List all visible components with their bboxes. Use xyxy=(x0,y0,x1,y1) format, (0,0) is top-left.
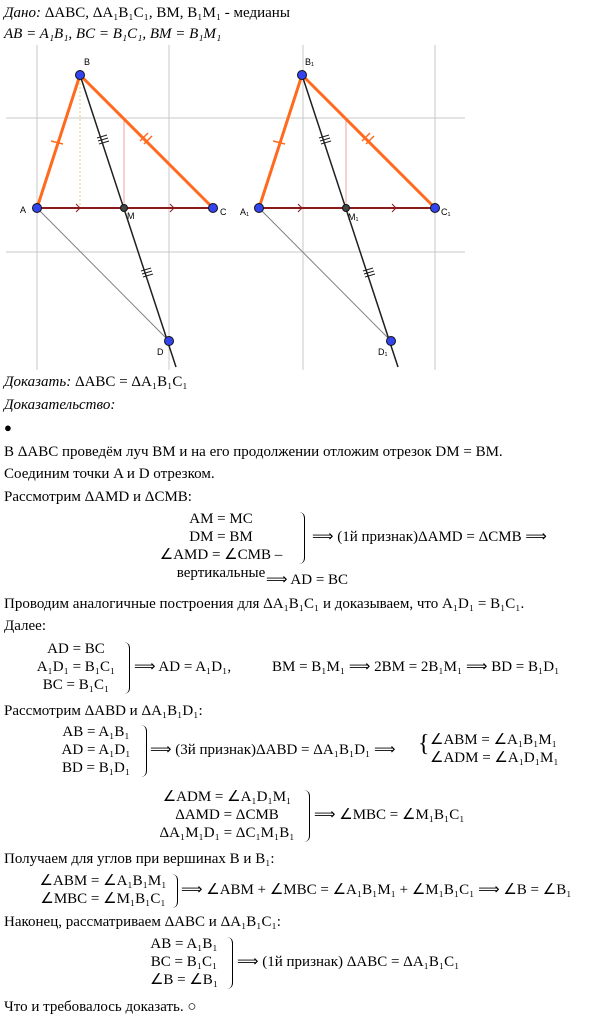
system-2-eq-3: BC = B₁C₁ xyxy=(42,677,110,693)
system-2-eq-1: AD = BC xyxy=(47,641,105,657)
label-b1: B₁ xyxy=(305,57,315,67)
system-3 xyxy=(50,723,142,777)
open-brace-3: { xyxy=(418,731,430,757)
system-2 xyxy=(28,640,124,694)
system-4-eq-3: ΔA₁M₁D₁ = ΔC₁M₁B₁ xyxy=(159,825,295,841)
given-line-1 xyxy=(4,4,290,22)
label-c: C xyxy=(220,207,227,217)
side-ab xyxy=(37,75,80,208)
brace-5 xyxy=(171,874,178,908)
brace-4 xyxy=(303,790,310,842)
given-label: Дано: xyxy=(4,5,41,21)
given-line-2: AB = A₁B₁, BC = B₁C₁, BM = B₁M₁ xyxy=(4,26,222,42)
system-5-eq-2: ∠MBC = ∠M₁B₁C₁ xyxy=(40,891,166,907)
system-4-eq-1: ∠ADM = ∠A₁D₁M₁ xyxy=(162,789,292,805)
system-2-extra: BM = B₁M₁ ⟹ 2BM = 2B₁M₁ ⟹ BD = B₁D₁ xyxy=(272,659,560,675)
system-3-eq-3: BD = B₁D₁ xyxy=(61,760,131,776)
bullet: ● xyxy=(4,420,12,435)
proof-line-4: Проводим аналогичные построения для ΔA₁B₁C₁ и доказываем, что A₁D₁ = B₁C₁. xyxy=(4,596,525,612)
proof-line-8: Наконец, рассматриваем ΔABC и ΔA₁B₁C₁: xyxy=(4,914,281,930)
system-5 xyxy=(34,872,172,908)
brace-3 xyxy=(140,725,147,777)
system-1-result: ⟹ (1й признак)ΔAMD = ΔCMB ⟹ xyxy=(312,529,547,545)
system-3-result: ⟹ (3й признак)ΔABD = ΔA₁B₁D₁ ⟹ xyxy=(150,742,396,758)
triangle-a1b1c1 xyxy=(240,57,451,367)
system-6 xyxy=(140,935,228,989)
proof-label: Доказательство: xyxy=(4,397,116,413)
proof-line-1: В ΔABC проведём луч BM и на его продолжении отложим отрезок DM = BM. xyxy=(4,444,503,460)
system-4-eq-2: ΔAMD = ΔCMB xyxy=(175,807,279,823)
system-3-out-2: ∠ADM = ∠A₁D₁M₁ xyxy=(430,750,559,766)
proof-line-6: Рассмотрим ΔABD и ΔA₁B₁D₁: xyxy=(4,703,203,719)
brace-1 xyxy=(298,512,305,564)
system-1-result-2: ⟹ AD = BC xyxy=(266,572,349,588)
system-2-result: ⟹ AD = A₁D₁, xyxy=(134,659,232,675)
proof-line-9: Что и требовалось доказать. ○ xyxy=(4,999,197,1015)
system-6-eq-3: ∠B = ∠B₁ xyxy=(149,972,219,988)
geometry-figure xyxy=(0,45,600,375)
label-d1: D₁ xyxy=(378,347,388,357)
prove-text: ΔABC = ΔA₁B₁C₁ xyxy=(71,374,188,390)
side-a1b1 xyxy=(259,75,302,208)
system-3-eq-1: AB = A₁B₁ xyxy=(62,724,130,740)
system-6-eq-2: BC = B₁C₁ xyxy=(150,954,218,970)
system-3-out xyxy=(430,731,559,767)
label-d: D xyxy=(157,347,164,357)
system-5-result: ⟹ ∠ABM + ∠MBC = ∠A₁B₁M₁ + ∠M₁B₁C₁ ⟹ ∠B = ∠B₁ xyxy=(181,882,572,898)
segment-a1d1 xyxy=(259,208,391,341)
label-c1: C₁ xyxy=(441,207,451,217)
brace-6 xyxy=(226,937,233,989)
label-m: M xyxy=(127,211,135,221)
label-m1: M₁ xyxy=(348,212,359,222)
system-1-eq-2: DM = BM xyxy=(189,529,253,545)
system-2-eq-2: A₁D₁ = B₁C₁ xyxy=(36,659,116,675)
system-4 xyxy=(152,788,302,842)
proof-line-5: Далее: xyxy=(4,618,46,634)
prove-line xyxy=(4,373,188,391)
label-a: A xyxy=(20,205,27,215)
prove-label: Доказать: xyxy=(4,374,72,390)
proof-line-3: Рассмотрим ΔAMD и ΔCMB: xyxy=(4,489,192,505)
system-5-eq-1: ∠ABM = ∠A₁B₁M₁ xyxy=(39,873,167,889)
system-4-result: ⟹ ∠MBC = ∠M₁B₁C₁ xyxy=(314,807,465,823)
proof-line-7: Получаем для углов при вершинах B и B₁: xyxy=(4,851,275,867)
system-6-eq-1: AB = A₁B₁ xyxy=(150,936,218,952)
system-1-eq-1: AM = MC xyxy=(189,511,253,527)
label-a1: A₁ xyxy=(240,207,250,217)
label-b: B xyxy=(84,57,91,67)
median-bd xyxy=(80,75,176,367)
system-3-out-1: ∠ABM = ∠A₁B₁M₁ xyxy=(430,732,557,748)
system-6-result: ⟹ (1й признак) ΔABC = ΔA₁B₁C₁ xyxy=(237,954,460,970)
triangle-abc xyxy=(20,57,227,367)
system-3-eq-2: AD = A₁D₁ xyxy=(61,742,131,758)
brace-2 xyxy=(123,642,130,694)
given-text-1: ΔABC, ΔA₁B₁C₁, BM, B₁M₁ - медианы xyxy=(40,5,290,21)
segment-ad xyxy=(37,208,169,341)
system-1-eq-3: ∠AMD = ∠CMB – вертикальные xyxy=(159,547,283,581)
proof-line-2: Соединим точки A и D отрезком. xyxy=(4,466,215,482)
